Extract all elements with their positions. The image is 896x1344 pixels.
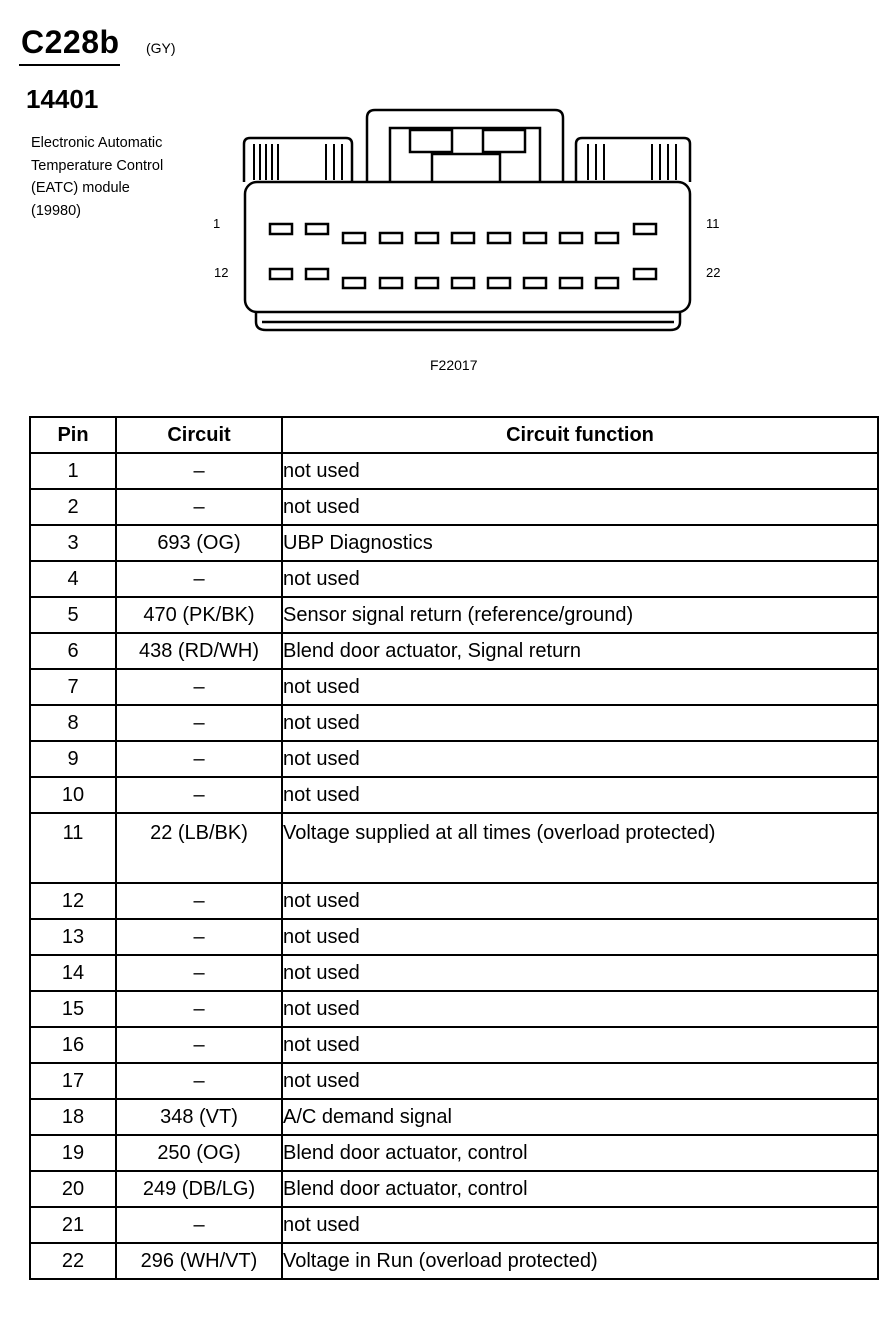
table-row	[30, 1207, 878, 1243]
function-cell: Voltage supplied at all times (overload protected)	[282, 813, 878, 883]
pin-cell: 17	[30, 1063, 116, 1099]
circuit-cell: 470 (PK/BK)	[116, 597, 282, 633]
part-number: 14401	[26, 84, 99, 114]
function-cell: not used	[282, 955, 878, 991]
table-row	[30, 883, 878, 919]
table-header-row	[30, 417, 878, 453]
pin-label-bottom-right: 22	[706, 265, 721, 280]
function-cell: Voltage in Run (overload protected)	[282, 1243, 878, 1279]
table-row	[30, 1171, 878, 1207]
table-row	[30, 813, 878, 883]
table-row	[30, 991, 878, 1027]
circuit-cell: –	[116, 883, 282, 919]
circuit-cell: 348 (VT)	[116, 1099, 282, 1135]
figure-id: F22017	[430, 357, 478, 373]
pin-cell: 15	[30, 991, 116, 1027]
module-description-line: (EATC) module	[31, 180, 130, 196]
table-row	[30, 741, 878, 777]
table-row	[30, 489, 878, 525]
pin-cell: 2	[30, 489, 116, 525]
pin-cell: 18	[30, 1099, 116, 1135]
connector-color-code: (GY)	[146, 40, 176, 56]
table-row	[30, 669, 878, 705]
module-description-line: Electronic Automatic	[31, 135, 163, 151]
circuit-cell: 296 (WH/VT)	[116, 1243, 282, 1279]
table-row	[30, 1063, 878, 1099]
circuit-cell: –	[116, 991, 282, 1027]
function-cell: not used	[282, 919, 878, 955]
pin-label-bottom-left: 12	[214, 265, 229, 280]
table-row	[30, 1027, 878, 1063]
function-cell: not used	[282, 453, 878, 489]
circuit-cell: –	[116, 1207, 282, 1243]
circuit-cell: –	[116, 1063, 282, 1099]
function-cell: not used	[282, 1207, 878, 1243]
circuit-cell: 22 (LB/BK)	[116, 813, 282, 883]
pin-cell: 5	[30, 597, 116, 633]
circuit-cell: –	[116, 489, 282, 525]
circuit-cell: –	[116, 705, 282, 741]
table-row	[30, 597, 878, 633]
table-row	[30, 453, 878, 489]
function-cell: not used	[282, 705, 878, 741]
function-cell: not used	[282, 991, 878, 1027]
circuit-cell: –	[116, 955, 282, 991]
function-cell: not used	[282, 669, 878, 705]
pin-cell: 8	[30, 705, 116, 741]
function-cell: A/C demand signal	[282, 1099, 878, 1135]
pin-cell: 22	[30, 1243, 116, 1279]
pin-cell: 13	[30, 919, 116, 955]
function-cell: not used	[282, 561, 878, 597]
circuit-cell: 693 (OG)	[116, 525, 282, 561]
pin-cell: 20	[30, 1171, 116, 1207]
table-row	[30, 633, 878, 669]
table-row	[30, 955, 878, 991]
pin-label-top-left: 1	[213, 216, 221, 231]
header-circuit: Circuit	[116, 417, 282, 453]
pin-cell: 3	[30, 525, 116, 561]
circuit-cell: –	[116, 919, 282, 955]
connector-id: C228b	[21, 24, 120, 60]
function-cell: not used	[282, 741, 878, 777]
function-cell: Blend door actuator, control	[282, 1135, 878, 1171]
pin-cell: 16	[30, 1027, 116, 1063]
function-cell: Blend door actuator, Signal return	[282, 633, 878, 669]
function-cell: not used	[282, 777, 878, 813]
circuit-cell: –	[116, 669, 282, 705]
table-row	[30, 1243, 878, 1279]
table-row	[30, 1135, 878, 1171]
module-description-line: Temperature Control	[31, 157, 164, 174]
pin-cell: 6	[30, 633, 116, 669]
circuit-cell: 438 (RD/WH)	[116, 633, 282, 669]
circuit-cell: –	[116, 453, 282, 489]
circuit-cell: 250 (OG)	[116, 1135, 282, 1171]
pin-cell: 21	[30, 1207, 116, 1243]
pin-label-top-right: 11	[706, 216, 720, 231]
table-row	[30, 561, 878, 597]
pin-cell: 4	[30, 561, 116, 597]
function-cell: UBP Diagnostics	[282, 525, 878, 561]
circuit-cell: 249 (DB/LG)	[116, 1171, 282, 1207]
function-cell: not used	[282, 1063, 878, 1099]
function-cell: Blend door actuator, control	[282, 1171, 878, 1207]
function-cell: not used	[282, 883, 878, 919]
header-pin: Pin	[30, 417, 116, 453]
pin-cell: 14	[30, 955, 116, 991]
circuit-cell: –	[116, 561, 282, 597]
pin-cell: 19	[30, 1135, 116, 1171]
pinout-table	[29, 416, 879, 1280]
table-row	[30, 705, 878, 741]
pin-cell: 11	[30, 813, 116, 883]
circuit-cell: –	[116, 777, 282, 813]
pin-cell: 12	[30, 883, 116, 919]
circuit-cell: –	[116, 1027, 282, 1063]
function-cell: Sensor signal return (reference/ground)	[282, 597, 878, 633]
function-cell: not used	[282, 489, 878, 525]
pin-cell: 9	[30, 741, 116, 777]
table-row	[30, 919, 878, 955]
table-row	[30, 777, 878, 813]
circuit-cell: –	[116, 741, 282, 777]
connector-diagram	[0, 0, 896, 400]
module-description-line: (19980)	[31, 202, 81, 219]
table-row	[30, 525, 878, 561]
pin-cell: 1	[30, 453, 116, 489]
function-cell: not used	[282, 1027, 878, 1063]
pin-cell: 10	[30, 777, 116, 813]
pin-cell: 7	[30, 669, 116, 705]
table-row	[30, 1099, 878, 1135]
header-circuit-function: Circuit function	[282, 417, 878, 453]
